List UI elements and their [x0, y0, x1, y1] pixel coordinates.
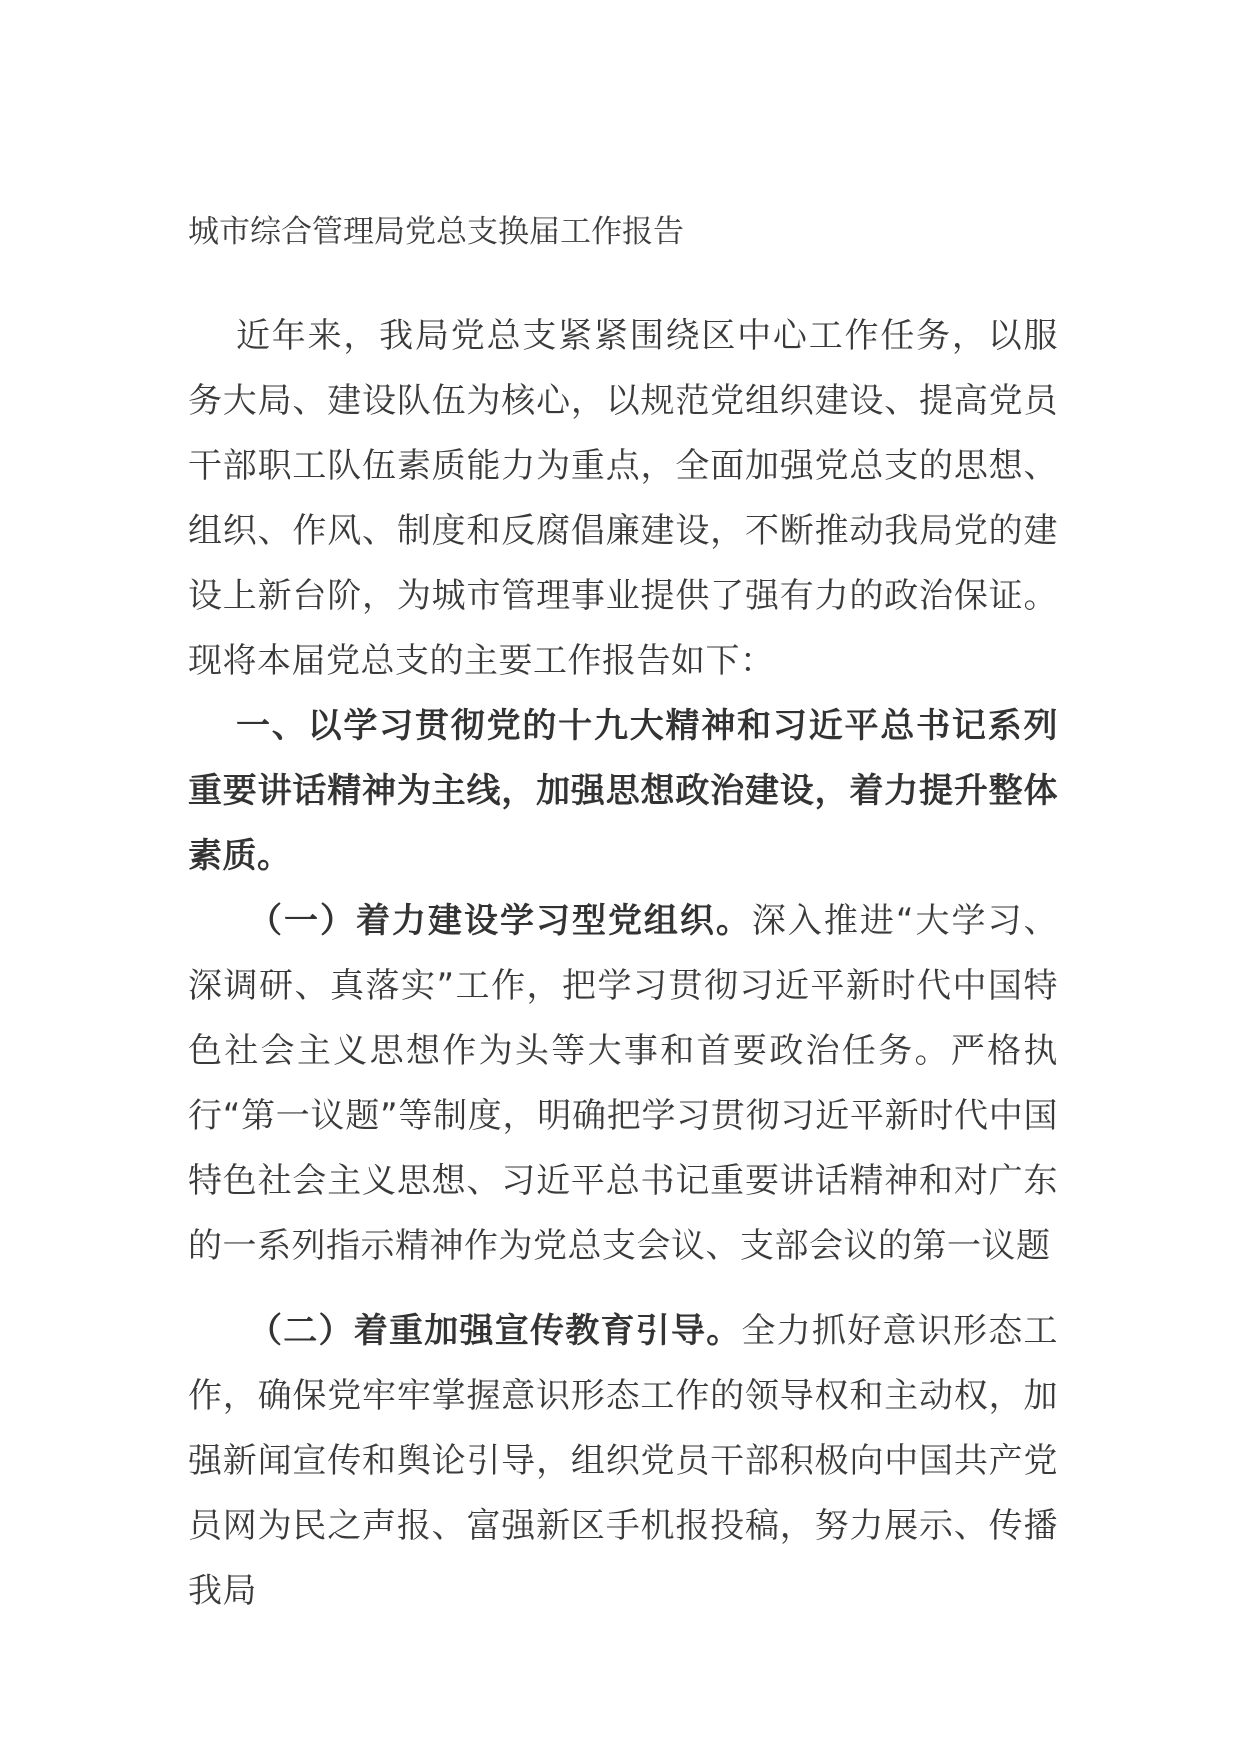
item-one-lead: （一）着力建设学习型党组织。	[248, 901, 752, 941]
document-title: 城市综合管理局党总支换届工作报告	[188, 214, 684, 250]
intro-paragraph: 近年来，我局党总支紧紧围绕区中心工作任务，以服务大局、建设队伍为核心，以规范党组织建设、提高党员干部职工队伍素质能力为重点，全面加强党总支的思想、组织、作风、制度和反腐倡廉建设，不断推动我局党的建设上新台阶，为城市管理事业提供了强有力的政治保证。现将本届党总支的主要工作报告如下：	[188, 316, 1058, 681]
document-body	[188, 212, 1058, 1624]
item-two-body: 全力抓好意识形态工作，确保党牢牢掌握意识形态工作的领导权和主动权，加强新闻宣传和舆论引导，组织党员干部积极向中国共产党员网为民之声报、富强新区手机报投稿，努力展示、传播我局	[188, 1311, 1058, 1611]
item-two-lead: （二）着重加强宣传教育引导。	[248, 1311, 742, 1351]
item-one-body: 深入推进“大学习、深调研、真落实”工作，把学习贯彻习近平新时代中国特色社会主义思想作为头等大事和首要政治任务。严格执行“第一议题”等制度，明确把学习贯彻习近平新时代中国特色社会主义思想、习近平总书记重要讲话精神和对广东的一系列指示精神作为党总支会议、支部会议的第一议题	[188, 901, 1058, 1266]
item-two-paragraph	[188, 1299, 1058, 1624]
section-heading: 一、以学习贯彻党的十九大精神和习近平总书记系列重要讲话精神为主线，加强思想政治建设，着力提升整体素质。	[188, 706, 1058, 876]
item-one-paragraph	[188, 889, 1058, 1279]
paragraph-gap	[188, 1279, 1058, 1299]
